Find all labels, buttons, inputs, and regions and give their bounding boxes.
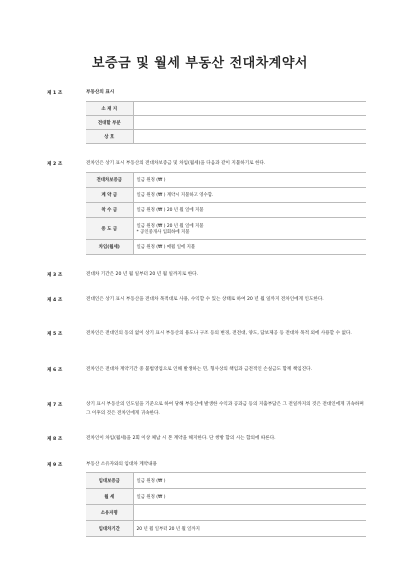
article-8-number: 제 8 조 bbox=[47, 437, 63, 442]
table-row bbox=[86, 473, 366, 489]
row-value[interactable]: 일금 원정 (₩ ) bbox=[133, 173, 366, 188]
row-label: 중 도 금 bbox=[86, 218, 133, 240]
payment-table bbox=[86, 172, 366, 255]
article-2-number: 제 2 조 bbox=[47, 162, 63, 167]
table-row bbox=[86, 489, 366, 505]
row-label: 소유자명 bbox=[86, 505, 133, 521]
row-value[interactable] bbox=[133, 505, 366, 521]
contract-title: 보증금 및 월세 부동산 전대차계약서 bbox=[92, 56, 308, 71]
row-value[interactable]: 일금 원정 (₩ ) bbox=[133, 489, 366, 505]
row-value[interactable]: 일금 원정 (₩ ) 20 년 월 일에 지불 bbox=[133, 203, 366, 218]
row-label: 계 약 금 bbox=[86, 188, 133, 203]
article-5-number: 제 5 조 bbox=[47, 332, 63, 337]
article-8-text: 전차인이 차임(월세)을 2회 이상 체납 시 본 계약을 해지한다. 단 쌍방 합의 시는 합의에 따른다. bbox=[86, 436, 276, 441]
table-row bbox=[86, 505, 366, 521]
row-label: 착 수 금 bbox=[86, 203, 133, 218]
article-1-number: 제 1 조 bbox=[47, 91, 63, 96]
row-value[interactable]: 일금 원정 (₩ ) 매월 일에 지불 bbox=[133, 240, 366, 255]
row-label: 차임(월세) bbox=[86, 240, 133, 255]
row-label: 전대차보증금 bbox=[86, 173, 133, 188]
row-label: 임대보증금 bbox=[86, 473, 133, 489]
table-row bbox=[86, 173, 366, 188]
table-row bbox=[86, 116, 366, 130]
article-3-number: 제 3 조 bbox=[47, 273, 63, 278]
row-value[interactable] bbox=[133, 218, 366, 240]
row-label: 상 호 bbox=[86, 130, 133, 144]
table-row bbox=[86, 130, 366, 144]
row-value[interactable] bbox=[133, 116, 366, 130]
article-7-number: 제 7 조 bbox=[47, 403, 63, 408]
owner-lease-table bbox=[86, 472, 366, 537]
article-4-number: 제 4 조 bbox=[47, 298, 63, 303]
table-row bbox=[86, 102, 366, 116]
article-6-text: 전차인은 전대차 계약기간 중 불법영업으로 인해 발생하는 민, 형사상의 책임과 금전적인 손실금도 함께 책임진다. bbox=[86, 367, 313, 372]
article-9-text: 부동산 소유자와의 임대차 계약내용 bbox=[86, 462, 157, 467]
article-9-number: 제 9 조 bbox=[47, 463, 63, 468]
row-label: 전대할 부분 bbox=[86, 116, 133, 130]
table-row bbox=[86, 521, 366, 537]
table-row bbox=[86, 203, 366, 218]
article-6-number: 제 6 조 bbox=[47, 368, 63, 373]
row-label: 임대차기간 bbox=[86, 521, 133, 537]
article-4-text: 전대인은 상기 표시 부동산을 전대차 목적대로 사용, 수익할 수 있는 상태로 하여 20 년 월 일까지 전차인에게 인도한다. bbox=[86, 297, 324, 302]
article-3-text: 전대차 기간은 20 년 월 일부터 20 년 월 일까지로 한다. bbox=[86, 272, 199, 277]
table-row bbox=[86, 188, 366, 203]
row-value[interactable]: 일금 원정 (₩ ) 계약시 지불하고 영수함. bbox=[133, 188, 366, 203]
row-label: 소 재 지 bbox=[86, 102, 133, 116]
row-value[interactable] bbox=[133, 102, 366, 116]
row-value[interactable] bbox=[133, 130, 366, 144]
row-value[interactable]: 20 년 월 일부터 20 년 월 일까지 bbox=[133, 521, 366, 537]
article-2-text: 전차인은 상기 표시 부동산의 전대차보증금 및 차임(월세)을 다음과 같이 지불하기로 한다. bbox=[86, 161, 266, 166]
row-value-text: 일금 원정 (₩ ) 20 년 월 일에 지불 bbox=[136, 223, 204, 229]
article-1-heading: 부동산의 표시 bbox=[86, 90, 115, 95]
property-table bbox=[86, 101, 366, 144]
table-row bbox=[86, 240, 366, 255]
article-7-text: 상기 표시 부동산의 인도일을 기준으로 하여 당해 부동산에 발생한 수익과 공과금 등의 지출부담은 그 전일까지의 것은 전대인에게 귀속하며 그 이후의 것은 전차인에게 귀속한다. bbox=[86, 402, 364, 416]
article-5-text: 전차인은 전대인의 동의 없이 상기 표시 부동산의 용도나 구조 등의 변경, 전전대, 양도, 담보제공 등 전대차 목적 외에 사용할 수 없다. bbox=[86, 331, 352, 336]
row-label: 월 세 bbox=[86, 489, 133, 505]
row-value[interactable]: 일금 원정 (₩ ) bbox=[133, 473, 366, 489]
table-row bbox=[86, 218, 366, 240]
row-note: * 공인중개사 입회하에 지불 bbox=[136, 229, 190, 235]
